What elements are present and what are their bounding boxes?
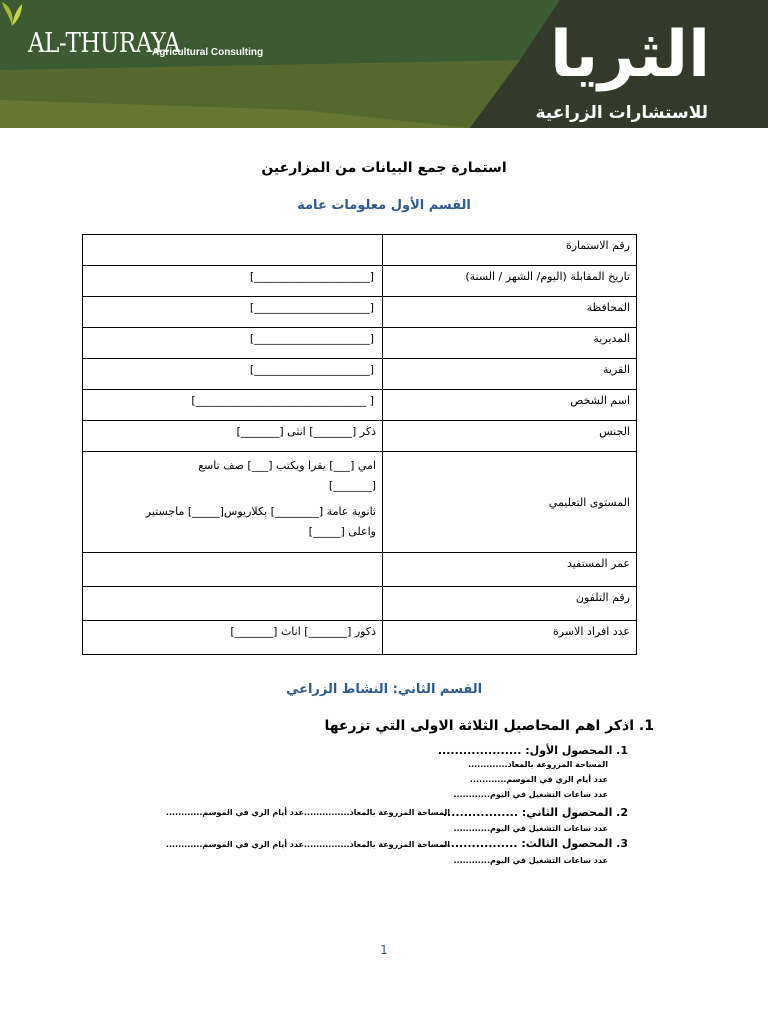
- phone-number-label: رقم التلفون: [383, 587, 637, 621]
- section1-heading: القسم الأول معلومات عامة: [297, 198, 471, 213]
- general-info-table: [82, 234, 637, 655]
- crop2-area-and-days[interactable]: المساحة المزروعة بالمعاد...............عدد أيام الري في الموسم............: [165, 808, 450, 817]
- family-members-label: عدد افراد الاسرة: [383, 621, 637, 655]
- crop3-title[interactable]: 3. المحصول الثالث: ..................: [442, 837, 628, 850]
- leaf-icon: [0, 0, 24, 26]
- form-number-label: رقم الاستمارة: [383, 235, 637, 266]
- crop3-area-and-days[interactable]: المساحة المزروعة بالمعاد...............عدد أيام الري في الموسم............: [165, 840, 450, 849]
- crop2-operating-hours[interactable]: عدد ساعات التشغيل في اليوم............: [453, 824, 608, 833]
- gender-field[interactable]: ذكر [_______] انثى [_______]: [83, 421, 383, 452]
- form-title: استمارة جمع البيانات من المزارعين: [261, 160, 507, 176]
- beneficiary-age-label: عمر المستفيد: [383, 553, 637, 587]
- table-row: [83, 621, 637, 655]
- crops-question: 1. اذكر اهم المحاصيل الثلاثة الاولى التي تزرعها: [324, 718, 654, 734]
- education-options-line4: واعلى [_____]: [308, 525, 376, 538]
- person-name-field[interactable]: [83, 390, 383, 421]
- education-level-field[interactable]: [83, 452, 383, 553]
- crop1-operating-hours[interactable]: عدد ساعات التشغيل في اليوم............: [453, 790, 608, 799]
- person-name-label: اسم الشخص: [383, 390, 637, 421]
- crop1-area[interactable]: المساحة المزروعة بالمعاد.............: [468, 760, 608, 769]
- village-field[interactable]: [83, 359, 383, 390]
- beneficiary-age-field[interactable]: [83, 553, 383, 587]
- interview-date-field[interactable]: [83, 266, 383, 297]
- table-row: [83, 235, 637, 266]
- crop3-operating-hours[interactable]: عدد ساعات التشغيل في اليوم............: [453, 856, 608, 865]
- education-level-label: المستوى التعليمي: [383, 452, 637, 553]
- letterhead-banner: [0, 0, 768, 128]
- crop1-title[interactable]: 1. المحصول الأول: ....................: [437, 744, 628, 757]
- governorate-field[interactable]: [83, 297, 383, 328]
- table-row: [83, 587, 637, 621]
- table-row: [83, 452, 637, 553]
- village-blank: [_____________________]: [249, 363, 374, 376]
- form-number-field[interactable]: [83, 235, 383, 266]
- gender-label: الجنس: [383, 421, 637, 452]
- district-field[interactable]: [83, 328, 383, 359]
- table-row: [83, 421, 637, 452]
- family-members-field[interactable]: ذكور [_______] اناث [_______]: [83, 621, 383, 655]
- table-row: [83, 553, 637, 587]
- crop2-title[interactable]: 2. المحصول الثاني: ..................: [442, 806, 628, 819]
- brand-logo-arabic: الثريا: [550, 18, 710, 92]
- table-row: [83, 266, 637, 297]
- table-row: [83, 390, 637, 421]
- brand-logo-english: AL-THURAYA: [28, 28, 181, 59]
- table-row: [83, 328, 637, 359]
- village-label: القرية: [383, 359, 637, 390]
- district-blank: [_____________________]: [249, 332, 374, 345]
- interview-date-label: تاريخ المقابلة (اليوم/ الشهر / السنة): [383, 266, 637, 297]
- person-name-blank: [_______________________________ ]: [191, 394, 374, 407]
- education-options-line3: ثانوية عامة [________] بكلاريوس[_____] ماجستير: [145, 505, 376, 518]
- district-label: المديرية: [383, 328, 637, 359]
- brand-subtitle-english: Agricultural Consulting: [152, 47, 264, 58]
- table-row: [83, 297, 637, 328]
- crop1-irrigation-days[interactable]: عدد أيام الري في الموسم............: [469, 775, 608, 784]
- page-number: 1: [380, 943, 388, 957]
- section2-heading: القسم الثاني: النشاط الزراعي: [285, 682, 483, 697]
- interview-date-blank: [_____________________]: [249, 270, 374, 283]
- table-row: [83, 359, 637, 390]
- governorate-label: المحافظة: [383, 297, 637, 328]
- governorate-blank: [_____________________]: [249, 301, 374, 314]
- education-options-line1: امي [___] يقرا ويكتب [___] صف تاسع: [198, 459, 376, 472]
- phone-number-field[interactable]: [83, 587, 383, 621]
- brand-subtitle-arabic: للاستشارات الزراعية: [535, 103, 708, 123]
- education-options-line2: [_______]: [328, 479, 376, 492]
